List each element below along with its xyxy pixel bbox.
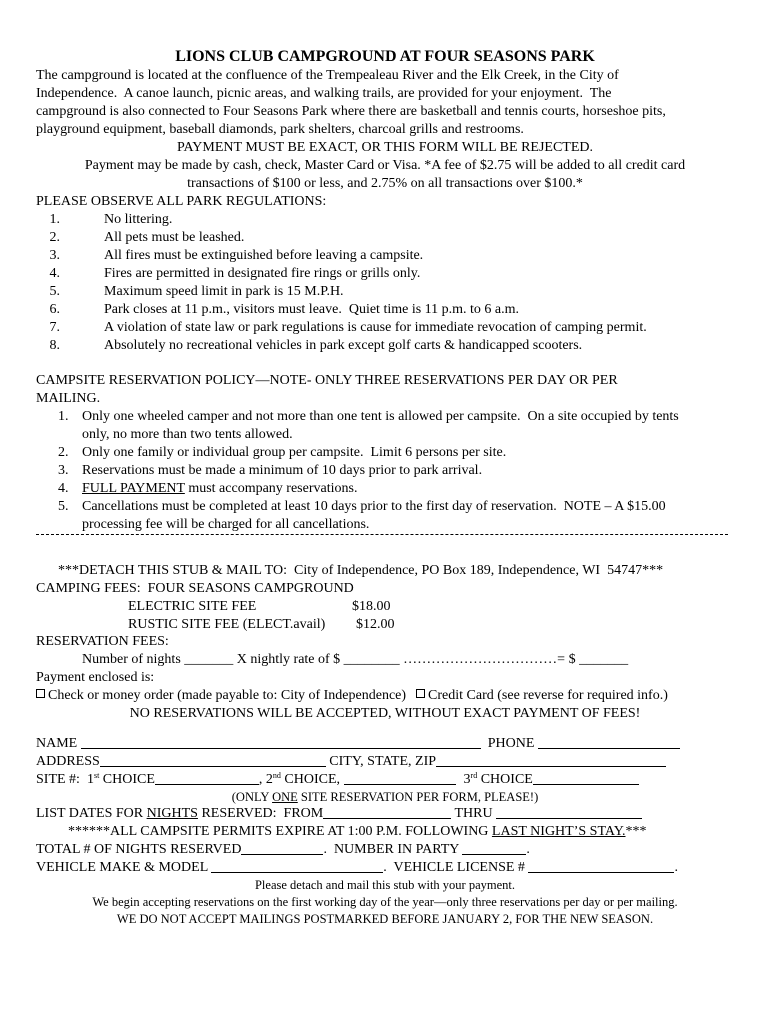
item-number: 5.	[49, 284, 60, 299]
regulations-heading: PLEASE OBSERVE ALL PARK REGULATIONS:	[36, 194, 327, 209]
item-text: Maximum speed limit in park is 15 M.P.H.	[104, 284, 344, 299]
number-in-party-field[interactable]	[462, 841, 526, 855]
site-label: SITE #: 1	[36, 772, 94, 787]
list-item	[36, 211, 172, 229]
total-nights-field[interactable]	[241, 841, 323, 855]
vehicle-license-field[interactable]	[528, 859, 674, 873]
one-site-notice	[0, 788, 770, 806]
electric-site-fee-price: $18.00	[352, 599, 391, 614]
item-text: Only one wheeled camper and not more than one tent is allowed per campsite. On a site occupied by tents	[82, 409, 679, 424]
third-choice-label: CHOICE	[477, 772, 533, 787]
no-reservations-notice: NO RESERVATIONS WILL BE ACCEPTED, WITHOUT EXACT PAYMENT OF FEES!	[129, 706, 641, 721]
begin-accepting-note: We begin accepting reservations on the first working day of the year—only three reservations per day or per mailing.	[92, 895, 678, 909]
payment-methods-line: transactions of $100 or less, and 2.75% on all transactions over $100.*	[187, 176, 583, 191]
item-number: 8.	[49, 338, 60, 353]
list-item	[36, 247, 423, 265]
ordinal-suffix: rd	[470, 771, 478, 780]
check-option-checkbox[interactable]	[36, 689, 45, 698]
item-text-continued: processing fee will be charged for all cancellations.	[82, 517, 370, 532]
postmark-note: WE DO NOT ACCEPT MAILINGS POSTMARKED BEFORE JANUARY 2, FOR THE NEW SEASON.	[116, 912, 654, 926]
payment-exact-notice: PAYMENT MUST BE EXACT, OR THIS FORM WILL BE REJECTED.	[176, 140, 594, 155]
notice-text: ******ALL CAMPSITE PERMITS EXPIRE AT 1:00 P.M. FOLLOWING	[68, 824, 492, 839]
dates-label: LIST DATES FOR	[36, 806, 147, 821]
ordinal-suffix: nd	[272, 771, 281, 780]
payment-enclosed-label: Payment enclosed is:	[36, 670, 155, 685]
from-label: RESERVED: FROM	[197, 806, 324, 821]
item-number: 6.	[49, 302, 60, 317]
item-number: 5.	[58, 499, 69, 514]
item-text: Reservations must be made a minimum of 10 days prior to park arrival.	[82, 463, 483, 478]
intro-line: Independence. A canoe launch, picnic areas, and walking trails, are provided for your enjoyment. The	[36, 86, 612, 101]
notice-text: (ONLY	[231, 790, 273, 804]
item-text: Only one family or individual group per campsite. Limit 6 persons per site.	[82, 445, 507, 460]
full-payment-emphasis: FULL PAYMENT	[82, 481, 185, 496]
list-item	[58, 498, 666, 516]
detach-dashed-line	[36, 534, 728, 535]
vehicle-make-label: VEHICLE MAKE & MODEL	[36, 860, 208, 875]
item-number: 4.	[58, 481, 69, 496]
rustic-site-fee-label: RUSTIC SITE FEE (ELECT.avail)	[128, 617, 326, 632]
item-text: Cancellations must be completed at least 10 days prior to the first day of reservation. NOTE – A $15.00	[82, 499, 666, 514]
credit-card-option-checkbox[interactable]	[416, 689, 425, 698]
thru-label: THRU	[454, 806, 493, 821]
notice-text: SITE RESERVATION PER FORM, PLEASE!)	[297, 790, 539, 804]
intro-line: campground is also connected to Four Seasons Park where there are basketball and tennis courts, horseshoe pits,	[36, 104, 666, 119]
payment-methods-line: Payment may be made by cash, check, Master Card or Visa. *A fee of $2.75 will be added to all credit card	[84, 158, 686, 173]
policy-heading: MAILING.	[36, 391, 101, 406]
notice-text: ***	[625, 824, 647, 839]
item-number: 1.	[49, 212, 60, 227]
item-text-continued: only, no more than two tents allowed.	[82, 427, 293, 442]
item-text: Fires are permitted in designated fire rings or grills only.	[104, 266, 421, 281]
third-choice-number: 3	[463, 772, 471, 787]
one-emphasis: ONE	[272, 790, 298, 804]
list-item	[36, 283, 344, 301]
item-text	[82, 480, 357, 498]
permit-expiry-notice	[68, 823, 647, 841]
second-choice-number: , 2	[258, 772, 273, 787]
policy-heading: CAMPSITE RESERVATION POLICY—NOTE- ONLY THREE RESERVATIONS PER DAY OR PER	[36, 373, 618, 388]
item-number: 2.	[49, 230, 60, 245]
list-item	[36, 337, 582, 355]
list-item	[58, 444, 507, 462]
third-choice-field[interactable]	[533, 771, 639, 785]
item-text: No littering.	[104, 212, 173, 227]
check-option-label: Check or money order (made payable to: City of Independence)	[48, 688, 407, 703]
intro-line: The campground is located at the confluence of the Trempealeau River and the Elk Creek, in the City of	[36, 68, 619, 83]
totals-row: TOTAL # OF NIGHTS RESERVED . NUMBER IN PARTY .	[36, 842, 530, 857]
detach-mail-note: Please detach and mail this stub with your payment.	[254, 878, 516, 892]
ordinal-suffix: st	[93, 771, 100, 780]
city-state-zip-field[interactable]	[436, 753, 666, 767]
first-choice-label: CHOICE	[99, 772, 155, 787]
city-state-zip-label: CITY, STATE, ZIP	[329, 754, 437, 769]
site-choice-row	[36, 771, 639, 789]
item-number: 2.	[58, 445, 69, 460]
list-item	[58, 462, 483, 480]
first-choice-field[interactable]	[155, 771, 259, 785]
list-item	[36, 265, 420, 283]
total-nights-label: TOTAL # OF NIGHTS RESERVED	[36, 842, 242, 857]
list-item	[36, 319, 647, 337]
reservation-fees-heading: RESERVATION FEES:	[36, 634, 169, 649]
address-field[interactable]	[100, 753, 326, 767]
camping-fees-heading: CAMPING FEES: FOUR SEASONS CAMPGROUND	[36, 581, 354, 596]
list-item	[58, 408, 679, 426]
page-title: LIONS CLUB CAMPGROUND AT FOUR SEASONS PARK	[175, 48, 595, 65]
credit-card-option-label: Credit Card (see reverse for required info.)	[428, 688, 668, 703]
vehicle-license-label: . VEHICLE LICENSE #	[383, 860, 525, 875]
last-night-emphasis: LAST NIGHT’S STAY.	[491, 824, 626, 839]
item-number: 3.	[49, 248, 60, 263]
phone-label: PHONE	[487, 736, 535, 751]
from-date-field[interactable]	[323, 805, 451, 819]
item-text: Park closes at 11 p.m., visitors must leave. Quiet time is 11 p.m. to 6 a.m.	[104, 302, 520, 317]
thru-date-field[interactable]	[496, 805, 642, 819]
item-text: A violation of state law or park regulations is cause for immediate revocation of camping permit.	[104, 320, 647, 335]
address-row	[36, 753, 666, 771]
vehicle-make-field[interactable]	[211, 859, 383, 873]
list-item	[36, 301, 519, 319]
second-choice-label: CHOICE,	[280, 772, 341, 787]
detach-instructions: ***DETACH THIS STUB & MAIL TO: City of Independence, PO Box 189, Independence, WI 54747***	[58, 563, 664, 578]
vehicle-row: VEHICLE MAKE & MODEL . VEHICLE LICENSE # .	[36, 860, 678, 875]
payment-options	[36, 687, 668, 705]
item-text: Absolutely no recreational vehicles in park except golf carts & handicapped scooters.	[104, 338, 583, 353]
number-in-party-label: . NUMBER IN PARTY	[323, 842, 459, 857]
name-phone-row	[36, 735, 680, 753]
nights-calculation-line[interactable]: Number of nights _______ X nightly rate of $ ________ ……………………………= $ _______	[82, 652, 629, 667]
electric-site-fee-label: ELECTRIC SITE FEE	[128, 599, 257, 614]
phone-field[interactable]	[538, 735, 680, 749]
item-text-rest: must accompany reservations.	[184, 481, 358, 496]
item-text: All pets must be leashed.	[104, 230, 245, 245]
intro-line: playground equipment, baseball diamonds, park shelters, charcoal grills and restrooms.	[36, 122, 524, 137]
rustic-site-fee-price: $12.00	[356, 617, 395, 632]
list-item	[36, 229, 244, 247]
second-choice-field[interactable]	[344, 771, 456, 785]
name-field[interactable]	[81, 735, 481, 749]
address-label: ADDRESS	[36, 754, 100, 769]
list-item	[58, 480, 358, 498]
dates-row	[36, 805, 642, 823]
item-text: All fires must be extinguished before leaving a campsite.	[104, 248, 424, 263]
item-number: 3.	[58, 463, 69, 478]
name-label: NAME	[36, 736, 78, 751]
nights-emphasis: NIGHTS	[146, 806, 198, 821]
item-number: 1.	[58, 409, 69, 424]
item-number: 7.	[49, 320, 60, 335]
item-number: 4.	[49, 266, 60, 281]
